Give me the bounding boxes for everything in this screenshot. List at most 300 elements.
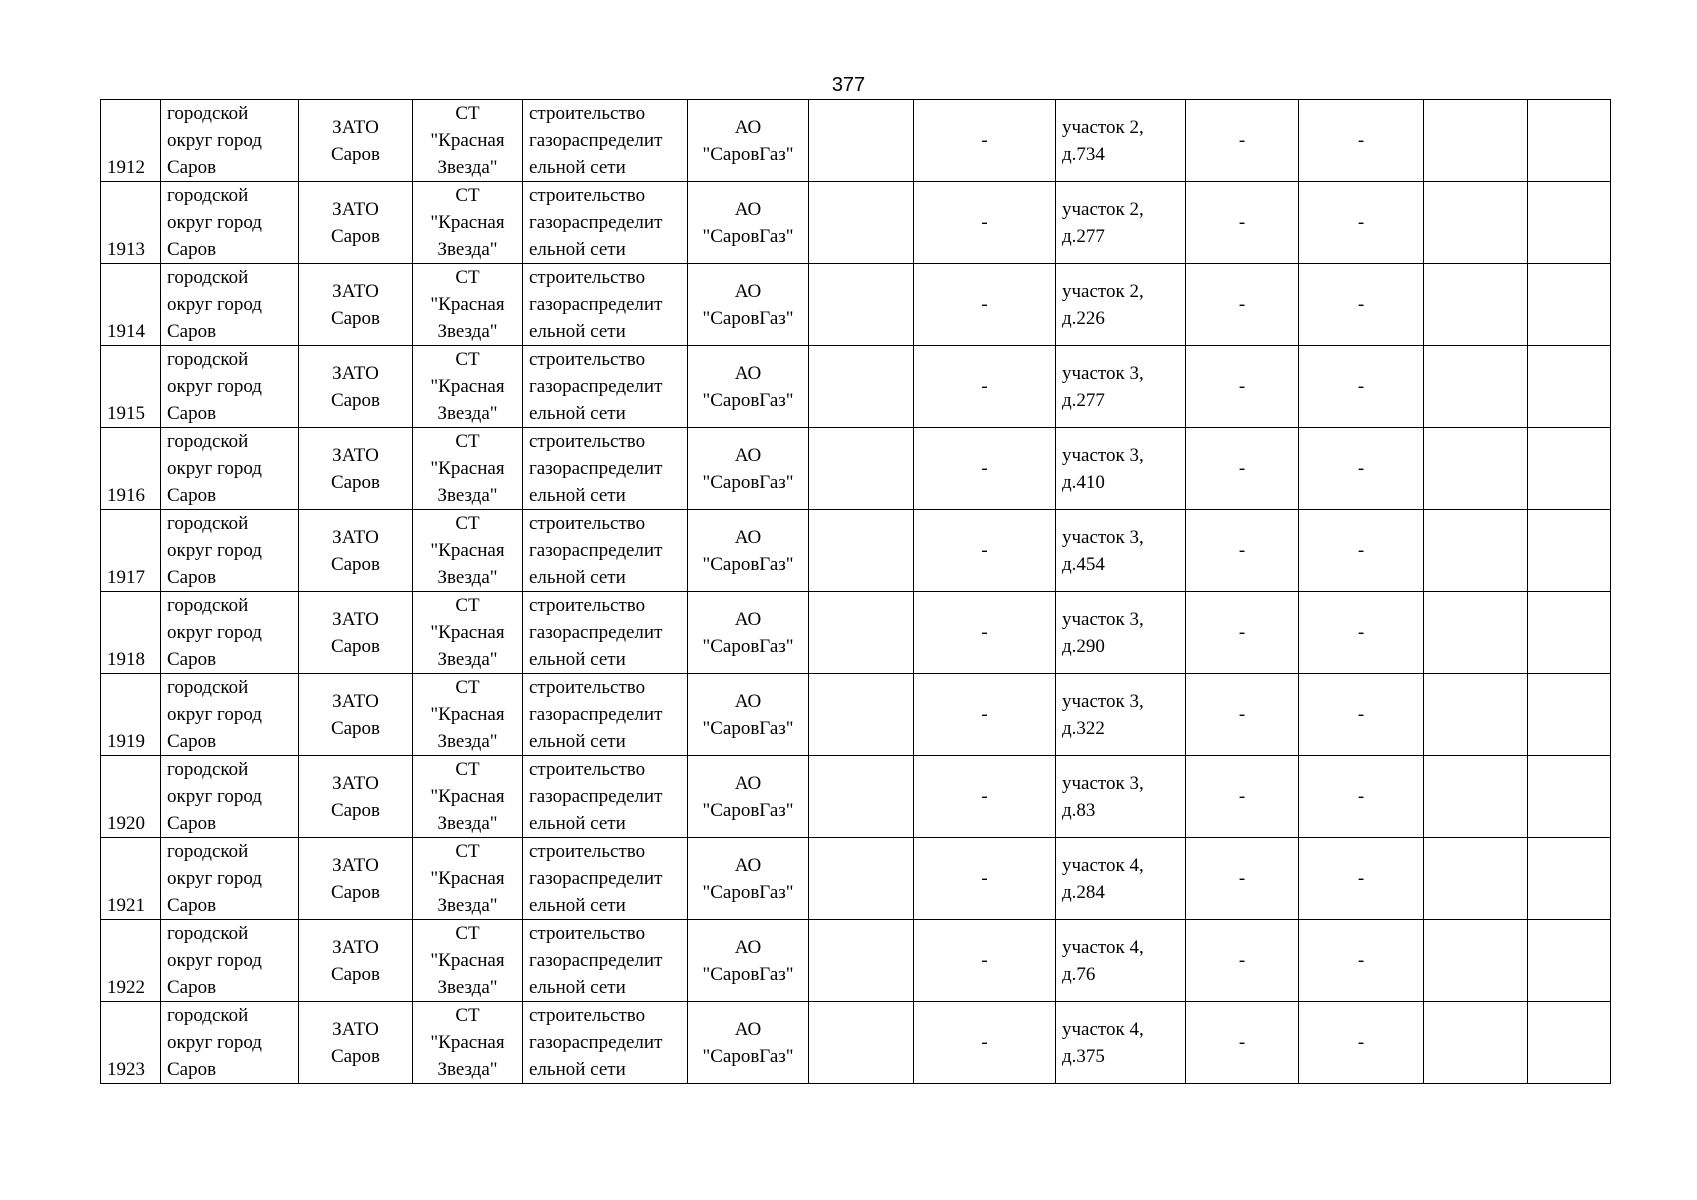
municipality-cell-line: округ город — [167, 622, 262, 643]
empty-cell — [809, 428, 914, 510]
municipality-cell-line: округ город — [167, 950, 262, 971]
table-body — [101, 100, 1611, 1084]
municipality-cell-line: округ город — [167, 130, 262, 151]
zato-cell — [299, 838, 413, 920]
dash-cell: - — [1186, 264, 1299, 346]
st-cell — [413, 920, 523, 1002]
plot-cell — [1056, 346, 1186, 428]
st-cell — [413, 346, 523, 428]
company-cell-line: АО — [734, 198, 762, 220]
company-cell — [688, 182, 809, 264]
zato-cell-line: Саров — [330, 471, 381, 493]
purpose-cell-line: газораспределит — [529, 376, 663, 397]
zato-cell-line: ЗАТО — [332, 362, 379, 384]
municipality-cell-line: Саров — [167, 157, 217, 178]
purpose-cell — [523, 346, 688, 428]
row-number-cell: 1915 — [101, 346, 161, 428]
zato-cell-line: ЗАТО — [332, 444, 379, 466]
dash-cell: - — [1299, 592, 1424, 674]
purpose-cell-line: ельной сети — [529, 1059, 626, 1080]
dash-cell: - — [914, 428, 1056, 510]
purpose-cell-line: ельной сети — [529, 157, 626, 178]
st-cell — [413, 592, 523, 674]
purpose-cell-line: строительство — [529, 595, 646, 616]
table-row — [101, 346, 1611, 428]
plot-cell-line: д.76 — [1062, 963, 1096, 985]
municipality-cell-line: городской — [167, 185, 249, 206]
purpose-cell-line: ельной сети — [529, 567, 626, 588]
table-row — [101, 428, 1611, 510]
municipality-cell-line: Саров — [167, 567, 217, 588]
dash-cell: - — [1299, 428, 1424, 510]
company-cell — [688, 920, 809, 1002]
empty-cell — [1528, 920, 1611, 1002]
purpose-cell — [523, 920, 688, 1002]
company-cell-line: "СаровГаз" — [702, 553, 794, 575]
empty-cell — [1528, 838, 1611, 920]
company-cell-line: АО — [734, 362, 762, 384]
municipality-cell — [161, 592, 299, 674]
st-cell-line: Звезда" — [437, 157, 498, 178]
company-cell — [688, 756, 809, 838]
purpose-cell — [523, 756, 688, 838]
municipality-cell — [161, 428, 299, 510]
company-cell — [688, 346, 809, 428]
municipality-cell-line: городской — [167, 677, 249, 698]
dash-cell: - — [1299, 1002, 1424, 1084]
zato-cell-line: ЗАТО — [332, 526, 379, 548]
company-cell — [688, 264, 809, 346]
company-cell-line: "СаровГаз" — [702, 389, 794, 411]
plot-cell — [1056, 920, 1186, 1002]
municipality-cell-line: Саров — [167, 239, 217, 260]
st-cell — [413, 756, 523, 838]
zato-cell-line: ЗАТО — [332, 198, 379, 220]
company-cell-line: "СаровГаз" — [702, 799, 794, 821]
municipality-cell-line: городской — [167, 513, 249, 534]
st-cell-line: Звезда" — [437, 239, 498, 260]
st-cell-line: СТ — [455, 1005, 480, 1026]
empty-cell — [1424, 592, 1528, 674]
plot-cell-line: участок 3, — [1062, 444, 1144, 466]
empty-cell — [809, 920, 914, 1002]
zato-cell — [299, 756, 413, 838]
company-cell-line: "СаровГаз" — [702, 881, 794, 903]
zato-cell — [299, 100, 413, 182]
st-cell-line: Звезда" — [437, 977, 498, 998]
st-cell-line: Звезда" — [437, 567, 498, 588]
empty-cell — [1424, 920, 1528, 1002]
plot-cell-line: д.322 — [1062, 717, 1105, 739]
municipality-cell-line: Саров — [167, 321, 217, 342]
zato-cell — [299, 1002, 413, 1084]
dash-cell: - — [1299, 100, 1424, 182]
purpose-cell-line: строительство — [529, 1005, 646, 1026]
empty-cell — [1528, 264, 1611, 346]
dash-cell: - — [1186, 428, 1299, 510]
table-row — [101, 592, 1611, 674]
empty-cell — [809, 1002, 914, 1084]
municipality-cell-line: городской — [167, 1005, 249, 1026]
table-row — [101, 920, 1611, 1002]
st-cell-line: СТ — [455, 431, 480, 452]
company-cell — [688, 1002, 809, 1084]
plot-cell-line: участок 3, — [1062, 526, 1144, 548]
empty-cell — [809, 264, 914, 346]
company-cell — [688, 510, 809, 592]
row-number-cell: 1913 — [101, 182, 161, 264]
dash-cell: - — [1299, 510, 1424, 592]
st-cell-line: Звезда" — [437, 731, 498, 752]
company-cell — [688, 674, 809, 756]
municipality-cell — [161, 100, 299, 182]
row-number-cell: 1919 — [101, 674, 161, 756]
dash-cell: - — [1186, 920, 1299, 1002]
page-number: 377 — [831, 74, 866, 96]
table-row — [101, 1002, 1611, 1084]
st-cell-line: "Красная — [430, 458, 505, 479]
st-cell-line: СТ — [455, 103, 480, 124]
zato-cell-line: Саров — [330, 1045, 381, 1067]
purpose-cell-line: ельной сети — [529, 731, 626, 752]
row-number-cell: 1920 — [101, 756, 161, 838]
st-cell-line: СТ — [455, 923, 480, 944]
st-cell-line: СТ — [455, 759, 480, 780]
row-number-cell: 1914 — [101, 264, 161, 346]
zato-cell — [299, 346, 413, 428]
table-row — [101, 182, 1611, 264]
zato-cell — [299, 428, 413, 510]
municipality-cell-line: округ город — [167, 540, 262, 561]
dash-cell: - — [1186, 182, 1299, 264]
company-cell-line: АО — [734, 854, 762, 876]
purpose-cell — [523, 674, 688, 756]
purpose-cell-line: строительство — [529, 185, 646, 206]
zato-cell — [299, 510, 413, 592]
purpose-cell-line: строительство — [529, 513, 646, 534]
plot-cell — [1056, 674, 1186, 756]
company-cell-line: "СаровГаз" — [702, 963, 794, 985]
row-number-cell: 1922 — [101, 920, 161, 1002]
purpose-cell-line: ельной сети — [529, 485, 626, 506]
plot-cell-line: участок 3, — [1062, 608, 1144, 630]
st-cell — [413, 428, 523, 510]
municipality-cell-line: округ город — [167, 704, 262, 725]
purpose-cell-line: газораспределит — [529, 212, 663, 233]
purpose-cell-line: газораспределит — [529, 786, 663, 807]
company-cell-line: АО — [734, 526, 762, 548]
zato-cell — [299, 920, 413, 1002]
purpose-cell-line: строительство — [529, 349, 646, 370]
empty-cell — [809, 100, 914, 182]
st-cell-line: Звезда" — [437, 403, 498, 424]
dash-cell: - — [1299, 674, 1424, 756]
purpose-cell-line: строительство — [529, 923, 646, 944]
purpose-cell — [523, 592, 688, 674]
empty-cell — [809, 674, 914, 756]
table-row — [101, 674, 1611, 756]
dash-cell: - — [1186, 592, 1299, 674]
empty-cell — [1528, 592, 1611, 674]
municipality-cell-line: Саров — [167, 485, 217, 506]
zato-cell-line: Саров — [330, 799, 381, 821]
row-number-cell: 1916 — [101, 428, 161, 510]
st-cell-line: "Красная — [430, 1032, 505, 1053]
municipality-cell-line: городской — [167, 923, 249, 944]
zato-cell-line: ЗАТО — [332, 936, 379, 958]
municipality-cell-line: городской — [167, 103, 249, 124]
st-cell — [413, 674, 523, 756]
company-cell-line: АО — [734, 690, 762, 712]
st-cell-line: "Красная — [430, 786, 505, 807]
st-cell-line: Звезда" — [437, 895, 498, 916]
plot-cell-line: участок 2, — [1062, 116, 1144, 138]
st-cell-line: "Красная — [430, 868, 505, 889]
purpose-cell-line: газораспределит — [529, 704, 663, 725]
zato-cell-line: ЗАТО — [332, 280, 379, 302]
municipality-cell-line: округ город — [167, 786, 262, 807]
dash-cell: - — [1299, 920, 1424, 1002]
municipality-cell-line: городской — [167, 841, 249, 862]
row-number-cell: 1912 — [101, 100, 161, 182]
municipality-cell-line: городской — [167, 759, 249, 780]
company-cell — [688, 592, 809, 674]
empty-cell — [809, 182, 914, 264]
purpose-cell-line: строительство — [529, 841, 646, 862]
st-cell-line: СТ — [455, 841, 480, 862]
empty-cell — [1528, 346, 1611, 428]
dash-cell: - — [1186, 100, 1299, 182]
municipality-cell — [161, 264, 299, 346]
municipality-cell-line: городской — [167, 267, 249, 288]
table-row — [101, 264, 1611, 346]
table-row — [101, 510, 1611, 592]
zato-cell-line: Саров — [330, 307, 381, 329]
empty-cell — [1424, 182, 1528, 264]
st-cell-line: Звезда" — [437, 1059, 498, 1080]
st-cell-line: "Красная — [430, 622, 505, 643]
zato-cell — [299, 182, 413, 264]
purpose-cell-line: газораспределит — [529, 1032, 663, 1053]
dash-cell: - — [1186, 674, 1299, 756]
zato-cell — [299, 264, 413, 346]
st-cell-line: СТ — [455, 349, 480, 370]
dash-cell: - — [1186, 346, 1299, 428]
empty-cell — [1424, 674, 1528, 756]
empty-cell — [809, 346, 914, 428]
st-cell-line: "Красная — [430, 376, 505, 397]
company-cell-line: АО — [734, 772, 762, 794]
company-cell-line: "СаровГаз" — [702, 1045, 794, 1067]
dash-cell: - — [914, 756, 1056, 838]
plot-cell-line: д.410 — [1062, 471, 1105, 493]
purpose-cell-line: строительство — [529, 677, 646, 698]
plot-cell-line: д.284 — [1062, 881, 1105, 903]
table-row — [101, 838, 1611, 920]
row-number-cell: 1921 — [101, 838, 161, 920]
purpose-cell-line: газораспределит — [529, 540, 663, 561]
purpose-cell — [523, 510, 688, 592]
purpose-cell-line: строительство — [529, 759, 646, 780]
municipality-cell — [161, 920, 299, 1002]
zato-cell-line: Саров — [330, 717, 381, 739]
municipality-cell-line: Саров — [167, 649, 217, 670]
plot-cell — [1056, 428, 1186, 510]
plot-cell-line: участок 4, — [1062, 1018, 1144, 1040]
purpose-cell-line: строительство — [529, 267, 646, 288]
municipality-cell-line: городской — [167, 431, 249, 452]
plot-cell-line: участок 3, — [1062, 772, 1144, 794]
empty-cell — [809, 756, 914, 838]
st-cell — [413, 838, 523, 920]
company-cell-line: АО — [734, 1018, 762, 1040]
st-cell-line: Звезда" — [437, 485, 498, 506]
purpose-cell — [523, 1002, 688, 1084]
purpose-cell-line: ельной сети — [529, 895, 626, 916]
plot-cell — [1056, 182, 1186, 264]
plot-cell — [1056, 264, 1186, 346]
st-cell — [413, 182, 523, 264]
dash-cell: - — [1186, 1002, 1299, 1084]
plot-cell-line: участок 3, — [1062, 362, 1144, 384]
empty-cell — [1424, 264, 1528, 346]
purpose-cell — [523, 428, 688, 510]
plot-cell-line: д.734 — [1062, 143, 1105, 165]
table-row — [101, 100, 1611, 182]
company-cell-line: АО — [734, 444, 762, 466]
purpose-cell-line: газораспределит — [529, 294, 663, 315]
municipality-cell — [161, 1002, 299, 1084]
municipality-cell — [161, 510, 299, 592]
st-cell-line: СТ — [455, 185, 480, 206]
dash-cell: - — [1186, 838, 1299, 920]
registry-table — [100, 99, 1611, 1084]
municipality-cell-line: округ город — [167, 212, 262, 233]
plot-cell-line: участок 3, — [1062, 690, 1144, 712]
municipality-cell — [161, 182, 299, 264]
plot-cell-line: д.277 — [1062, 225, 1105, 247]
purpose-cell-line: газораспределит — [529, 130, 663, 151]
municipality-cell-line: Саров — [167, 731, 217, 752]
company-cell-line: АО — [734, 936, 762, 958]
empty-cell — [809, 838, 914, 920]
purpose-cell-line: ельной сети — [529, 977, 626, 998]
dash-cell: - — [914, 346, 1056, 428]
company-cell-line: АО — [734, 116, 762, 138]
purpose-cell-line: газораспределит — [529, 950, 663, 971]
plot-cell-line: участок 4, — [1062, 936, 1144, 958]
company-cell — [688, 100, 809, 182]
empty-cell — [1424, 1002, 1528, 1084]
municipality-cell — [161, 838, 299, 920]
plot-cell-line: д.375 — [1062, 1045, 1105, 1067]
company-cell-line: "СаровГаз" — [702, 471, 794, 493]
municipality-cell-line: городской — [167, 349, 249, 370]
row-number-cell: 1917 — [101, 510, 161, 592]
dash-cell: - — [1186, 510, 1299, 592]
zato-cell-line: Саров — [330, 881, 381, 903]
empty-cell — [809, 592, 914, 674]
empty-cell — [1424, 510, 1528, 592]
zato-cell-line: ЗАТО — [332, 116, 379, 138]
purpose-cell — [523, 100, 688, 182]
dash-cell: - — [914, 838, 1056, 920]
empty-cell — [1424, 100, 1528, 182]
company-cell-line: "СаровГаз" — [702, 307, 794, 329]
dash-cell: - — [914, 592, 1056, 674]
purpose-cell-line: строительство — [529, 431, 646, 452]
empty-cell — [1424, 346, 1528, 428]
company-cell-line: АО — [734, 608, 762, 630]
dash-cell: - — [914, 920, 1056, 1002]
dash-cell: - — [914, 674, 1056, 756]
st-cell — [413, 264, 523, 346]
municipality-cell-line: округ город — [167, 868, 262, 889]
dash-cell: - — [1299, 182, 1424, 264]
municipality-cell-line: округ город — [167, 1032, 262, 1053]
municipality-cell — [161, 674, 299, 756]
zato-cell-line: ЗАТО — [332, 690, 379, 712]
purpose-cell-line: ельной сети — [529, 321, 626, 342]
plot-cell-line: д.83 — [1062, 799, 1096, 821]
company-cell-line: "СаровГаз" — [702, 717, 794, 739]
zato-cell-line: Саров — [330, 553, 381, 575]
company-cell — [688, 838, 809, 920]
company-cell-line: "СаровГаз" — [702, 635, 794, 657]
zato-cell-line: ЗАТО — [332, 772, 379, 794]
empty-cell — [1528, 182, 1611, 264]
empty-cell — [1528, 428, 1611, 510]
zato-cell-line: Саров — [330, 143, 381, 165]
plot-cell-line: д.277 — [1062, 389, 1105, 411]
municipality-cell-line: Саров — [167, 813, 217, 834]
purpose-cell — [523, 264, 688, 346]
purpose-cell — [523, 838, 688, 920]
municipality-cell-line: городской — [167, 595, 249, 616]
dash-cell: - — [914, 510, 1056, 592]
purpose-cell-line: газораспределит — [529, 868, 663, 889]
company-cell-line: "СаровГаз" — [702, 143, 794, 165]
empty-cell — [809, 510, 914, 592]
zato-cell — [299, 674, 413, 756]
empty-cell — [1424, 756, 1528, 838]
dash-cell: - — [914, 264, 1056, 346]
purpose-cell-line: газораспределит — [529, 622, 663, 643]
dash-cell: - — [1299, 838, 1424, 920]
dash-cell: - — [914, 1002, 1056, 1084]
empty-cell — [1424, 838, 1528, 920]
municipality-cell-line: Саров — [167, 895, 217, 916]
company-cell-line: АО — [734, 280, 762, 302]
st-cell-line: "Красная — [430, 212, 505, 233]
st-cell-line: СТ — [455, 513, 480, 534]
st-cell — [413, 100, 523, 182]
dash-cell: - — [914, 182, 1056, 264]
purpose-cell-line: ельной сети — [529, 239, 626, 260]
st-cell-line: СТ — [455, 595, 480, 616]
plot-cell — [1056, 592, 1186, 674]
row-number-cell: 1918 — [101, 592, 161, 674]
empty-cell — [1528, 100, 1611, 182]
dash-cell: - — [1299, 756, 1424, 838]
municipality-cell-line: Саров — [167, 1059, 217, 1080]
st-cell-line: Звезда" — [437, 649, 498, 670]
st-cell-line: "Красная — [430, 130, 505, 151]
company-cell-line: "СаровГаз" — [702, 225, 794, 247]
municipality-cell-line: округ город — [167, 294, 262, 315]
dash-cell: - — [1299, 264, 1424, 346]
empty-cell — [1528, 674, 1611, 756]
